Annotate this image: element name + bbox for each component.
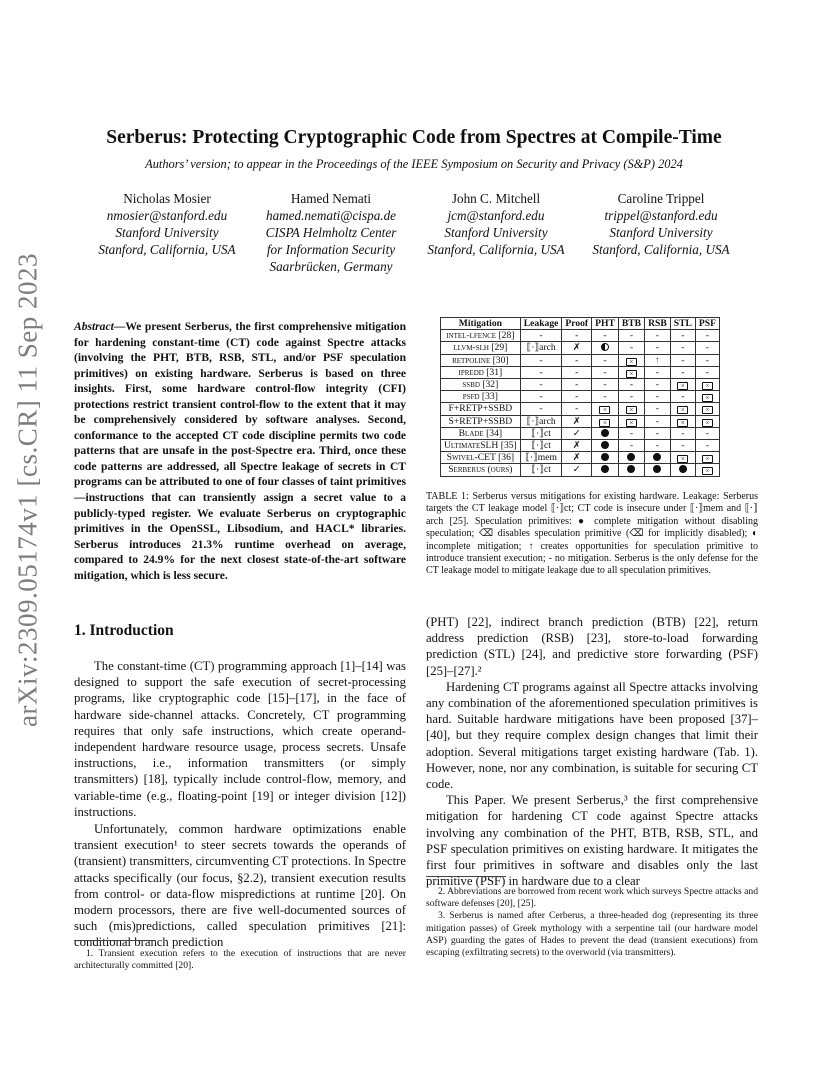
proof-cell: ✗ — [562, 440, 592, 452]
mitigation-table — [440, 317, 720, 477]
author-location: Saarbrücken, Germany — [269, 259, 393, 274]
author-name: Caroline Trippel — [617, 191, 705, 206]
btb-cell — [618, 366, 644, 378]
disables-speculation-icon: × — [599, 406, 610, 414]
complete-mitigation-icon — [601, 429, 609, 437]
psf-cell: - — [695, 342, 719, 354]
author-location: Stanford, California, USA — [98, 242, 236, 257]
leakage-cell: - — [520, 379, 562, 391]
proof-cell: ✓ — [562, 427, 592, 439]
footnote: 1. Transient execution refers to the execution of instructions that are never architecturally committed [20]. — [74, 948, 406, 972]
mitigation-name: ipredd [31] — [441, 366, 521, 378]
author-block — [422, 190, 570, 258]
column-header: BTB — [618, 318, 644, 330]
paragraph: (PHT) [22], indirect branch prediction (BTB) [22], return address prediction (RSB) [23], store-to-load forwarding prediction (STL) [24], and predictive store forwarding (PSF) [25]–[27].² — [426, 615, 758, 678]
paragraph: Hardening CT programs against all Spectre attacks involving any combination of the aforementioned speculation primitives is hard. Suitable hardware mitigations have been proposed [37]–[40], but they require complex design changes that limit their adoption. Several mitigations target existing hardware (Tab. 1). However, none, nor any combination, is suitable for securing CT code. — [426, 679, 758, 792]
pht-cell: - — [592, 354, 619, 366]
btb-cell — [618, 452, 644, 464]
stl-cell: - — [670, 391, 695, 403]
right-column-body — [426, 614, 758, 889]
table-caption: TABLE 1: Serberus versus mitigations for existing hardware. Leakage: Serberus targets the CT leakage model ⟦·⟧ct; CT code is insecure under ⟦·⟧mem and ⟦·⟧arch [25]. Speculation primitives: ● complete mitigation without disabling speculation; ⌫ disables speculation primitive (⌫ for implicitly disabled); ◐ incomplete mitigation; ↑ creates opportunities for speculation primitive to introduce transient execution; - no mitigation. Serberus is the only defense for the CT leakage model to mitigate leakage due to all speculation primitives. — [426, 491, 758, 577]
stl-cell: - — [670, 354, 695, 366]
disables-speculation-icon: × — [677, 455, 688, 463]
disables-speculation-icon: × — [702, 419, 713, 427]
proof-cell: ✗ — [562, 415, 592, 427]
author-location: Stanford, California, USA — [427, 242, 565, 257]
pht-cell: - — [592, 366, 619, 378]
author-block — [256, 190, 406, 275]
table-row — [441, 440, 720, 452]
leakage-cell: ⟦·⟧arch — [520, 342, 562, 354]
rsb-cell: - — [645, 391, 671, 403]
section-heading: 1. Introduction — [74, 622, 174, 639]
disables-speculation-icon: × — [702, 382, 713, 390]
btb-cell: - — [618, 440, 644, 452]
author-email[interactable]: trippel@stanford.edu — [604, 208, 718, 223]
disables-speculation-icon: × — [677, 382, 688, 390]
proof-cell: ✗ — [562, 342, 592, 354]
psf-cell: - — [695, 366, 719, 378]
disables-speculation-icon: × — [599, 419, 610, 427]
leakage-cell: ⟦·⟧ct — [520, 427, 562, 439]
disables-speculation-icon: × — [626, 358, 637, 366]
stl-cell: - — [670, 366, 695, 378]
pht-cell — [592, 403, 619, 415]
psf-cell: - — [695, 440, 719, 452]
stl-cell: - — [670, 330, 695, 342]
rsb-cell: - — [645, 440, 671, 452]
column-header: RSB — [645, 318, 671, 330]
table-body — [441, 330, 720, 476]
leakage-cell: - — [520, 330, 562, 342]
table-row — [441, 354, 720, 366]
author-email[interactable]: hamed.nemati@cispa.de — [265, 208, 397, 223]
disables-speculation-icon: × — [702, 467, 713, 475]
author-name: Nicholas Mosier — [123, 191, 211, 206]
table-row — [441, 403, 720, 415]
psf-cell — [695, 379, 719, 391]
mitigation-name: Swivel-CET [36] — [441, 452, 521, 464]
author-name: Hamed Nemati — [290, 191, 372, 206]
table-row — [441, 330, 720, 342]
stl-cell — [670, 452, 695, 464]
proof-cell: ✓ — [562, 464, 592, 476]
incomplete-mitigation-icon — [601, 343, 609, 351]
mitigation-name: ssbd [32] — [441, 379, 521, 391]
btb-cell — [618, 354, 644, 366]
complete-mitigation-icon — [653, 453, 661, 461]
btb-cell: - — [618, 330, 644, 342]
pht-cell — [592, 427, 619, 439]
abstract-text: —We present Serberus, the first comprehensive mitigation for hardening constant-time (CT) code against Spectre attacks (involving the PHT, BTB, RSB, STL, and/or PSF speculation primitives) on existing hardware. Serberus is based on three insights. First, some hardware control-flow integrity (CFI) protections restrict transient control-flow to the extent that it may be comprehensively considered by software analyses. Second, conformance to the accepted CT code discipline permits two code patterns that are unsafe in the post-Spectre era. Third, once these code patterns are addressed, all Spectre leakage of secrets in CT programs can be attributed to one of four classes of taint primitives—instructions that can transiently assign a secret value to a publicly-typed register. We evaluate Serberus on cryptographic primitives in the OpenSSL, Libsodium, and HACL* libraries. Serberus introduces 21.3% runtime overhead on average, compared to 24.9% for the next closest state-of-the-art software mitigation, which is less secure. — [74, 321, 406, 582]
table-row — [441, 342, 720, 354]
disables-speculation-icon: × — [702, 406, 713, 414]
leakage-cell: ⟦·⟧mem — [520, 452, 562, 464]
disables-speculation-icon: × — [702, 394, 713, 402]
table-row — [441, 415, 720, 427]
leakage-cell: - — [520, 403, 562, 415]
paragraph: This Paper. We present Serberus,³ the first comprehensive mitigation for hardening CT code against Spectre attacks involving any combination of the PHT, BTB, RSB, STL, and PSF speculation primitives on existing hardware. It mitigates the first four primitives in software and disables only the last primitive (PSF) in hardware due to a clear — [426, 793, 758, 889]
paper-title: Serberus: Protecting Cryptographic Code from Spectres at Compile-Time — [106, 127, 722, 148]
proof-cell: ✗ — [562, 452, 592, 464]
psf-cell — [695, 464, 719, 476]
footnote-rule — [426, 876, 506, 877]
column-header: Mitigation — [441, 318, 521, 330]
mitigation-name: intel-lfence [28] — [441, 330, 521, 342]
table-row — [441, 366, 720, 378]
right-footnotes — [426, 886, 758, 959]
rsb-cell: - — [645, 366, 671, 378]
abstract — [74, 320, 406, 584]
table-row — [441, 464, 720, 476]
mitigation-name: llvm-slh [29] — [441, 342, 521, 354]
mitigation-name: psfd [33] — [441, 391, 521, 403]
left-column-body — [74, 658, 406, 951]
author-name: John C. Mitchell — [451, 191, 541, 206]
column-header: PSF — [695, 318, 719, 330]
mitigation-name: UltimateSLH [35] — [441, 440, 521, 452]
column-header: Leakage — [520, 318, 562, 330]
paragraph: The constant-time (CT) programming approach [1]–[14] was designed to support the safe execution of secret-processing programs, like cryptographic code [15]–[17], in the face of hardware side-channel attacks. Concretely, CT programming requires that only safe instructions, which create operand-independent hardware resource usage, process secrets. Unsafe instructions, i.e., information transmitters (or simply transmitters) [18], typically include control-flow, memory, and variable-time (e.g., floating-point [19] or integer division [12]) instructions. — [74, 659, 406, 819]
pht-cell — [592, 415, 619, 427]
psf-cell — [695, 415, 719, 427]
complete-mitigation-icon — [627, 453, 635, 461]
stl-cell — [670, 464, 695, 476]
leakage-cell: - — [520, 354, 562, 366]
mitigation-name: S+RETP+SSBD — [441, 415, 521, 427]
psf-cell — [695, 452, 719, 464]
pht-cell — [592, 440, 619, 452]
disables-speculation-icon: × — [626, 419, 637, 427]
table-row — [441, 427, 720, 439]
psf-cell: - — [695, 330, 719, 342]
author-location: Stanford, California, USA — [592, 242, 730, 257]
pht-cell: - — [592, 330, 619, 342]
complete-mitigation-icon — [627, 465, 635, 473]
author-block — [586, 190, 736, 258]
disables-speculation-icon: × — [677, 406, 688, 414]
paper-subtitle: Authors’ version; to appear in the Proceedings of the IEEE Symposium on Security and Privacy (S&P) 2024 — [145, 157, 683, 171]
author-affiliation: Stanford University — [609, 225, 713, 240]
btb-cell: - — [618, 342, 644, 354]
stl-cell: - — [670, 440, 695, 452]
author-email[interactable]: nmosier@stanford.edu — [106, 208, 228, 223]
proof-cell: - — [562, 366, 592, 378]
stl-cell — [670, 415, 695, 427]
proof-cell: - — [562, 330, 592, 342]
stl-cell — [670, 379, 695, 391]
leakage-cell: - — [520, 366, 562, 378]
opportunity-arrow-icon: ↑ — [655, 354, 660, 366]
complete-mitigation-icon — [601, 465, 609, 473]
complete-mitigation-icon — [653, 465, 661, 473]
author-affiliation: CISPA Helmholtz Center — [265, 225, 397, 240]
rsb-cell: - — [645, 342, 671, 354]
disables-speculation-icon: × — [626, 406, 637, 414]
rsb-cell: - — [645, 379, 671, 391]
complete-mitigation-icon — [601, 441, 609, 449]
leakage-cell: ⟦·⟧ct — [520, 440, 562, 452]
btb-cell: - — [618, 391, 644, 403]
pht-cell — [592, 342, 619, 354]
author-affiliation: Stanford University — [444, 225, 548, 240]
psf-cell — [695, 391, 719, 403]
leakage-cell: - — [520, 391, 562, 403]
stl-cell — [670, 403, 695, 415]
proof-cell: - — [562, 403, 592, 415]
disables-speculation-icon: × — [677, 419, 688, 427]
btb-cell — [618, 464, 644, 476]
table-row — [441, 452, 720, 464]
proof-cell: - — [562, 379, 592, 391]
btb-cell: - — [618, 379, 644, 391]
btb-cell — [618, 415, 644, 427]
author-affiliation: Stanford University — [115, 225, 219, 240]
table-row — [441, 391, 720, 403]
author-block — [94, 190, 240, 258]
proof-cell: - — [562, 354, 592, 366]
footnote: 2. Abbreviations are borrowed from recent work which surveys Spectre attacks and software defenses [20], [25]. — [426, 886, 758, 910]
author-affiliation: for Information Security — [266, 242, 396, 257]
rsb-cell — [645, 354, 671, 366]
rsb-cell: - — [645, 415, 671, 427]
btb-cell: - — [618, 427, 644, 439]
column-header: STL — [670, 318, 695, 330]
complete-mitigation-icon — [601, 453, 609, 461]
abstract-lead: Abstract — [74, 321, 114, 333]
psf-cell: - — [695, 427, 719, 439]
column-header: PHT — [592, 318, 619, 330]
author-email[interactable]: jcm@stanford.edu — [447, 208, 545, 223]
leakage-cell: ⟦·⟧ct — [520, 464, 562, 476]
disables-speculation-icon: × — [702, 455, 713, 463]
rsb-cell: - — [645, 330, 671, 342]
complete-mitigation-icon — [679, 465, 687, 473]
footnote-rule — [74, 940, 154, 941]
mitigation-name: retpoline [30] — [441, 354, 521, 366]
stl-cell: - — [670, 342, 695, 354]
table-header-row — [441, 318, 720, 330]
btb-cell — [618, 403, 644, 415]
mitigation-name: F+RETP+SSBD — [441, 403, 521, 415]
pht-cell: - — [592, 391, 619, 403]
leakage-cell: ⟦·⟧arch — [520, 415, 562, 427]
rsb-cell — [645, 464, 671, 476]
pht-cell — [592, 464, 619, 476]
disables-speculation-icon: × — [626, 370, 637, 378]
footnote: 3. Serberus is named after Cerberus, a three-headed dog (representing its three mitigation passes) of Greek mythology with a serpentine tail (our hardware model ASP) guarding the gates of Hades to prevent the dead (transient executions) from escaping (exfiltrating secrets) to the overworld (via transmitters). — [426, 910, 758, 959]
table-row — [441, 379, 720, 391]
rsb-cell: - — [645, 403, 671, 415]
left-footnotes — [74, 948, 406, 972]
column-header: Proof — [562, 318, 592, 330]
rsb-cell — [645, 452, 671, 464]
psf-cell: - — [695, 354, 719, 366]
stl-cell: - — [670, 427, 695, 439]
proof-cell: - — [562, 391, 592, 403]
psf-cell — [695, 403, 719, 415]
mitigation-name: Serberus (ours) — [441, 464, 521, 476]
paragraph: Unfortunately, common hardware optimizations enable transient execution¹ to steer secrets towards the operands of (transient) transmitters, circumventing CT protections. In Spectre attacks specifically (our focus, §2.2), transient execution results from control- or data-flow mispredictions at runtime [20]. On modern processors, there are five well-documented sources of such (mis)predictions, called speculation primitives [21]: conditional branch prediction — [74, 822, 406, 950]
arxiv-stamp: arXiv:2309.05174v1 [cs.CR] 11 Sep 2023 — [12, 253, 43, 727]
mitigation-name: Blade [34] — [441, 427, 521, 439]
pht-cell: - — [592, 379, 619, 391]
pht-cell — [592, 452, 619, 464]
rsb-cell: - — [645, 427, 671, 439]
